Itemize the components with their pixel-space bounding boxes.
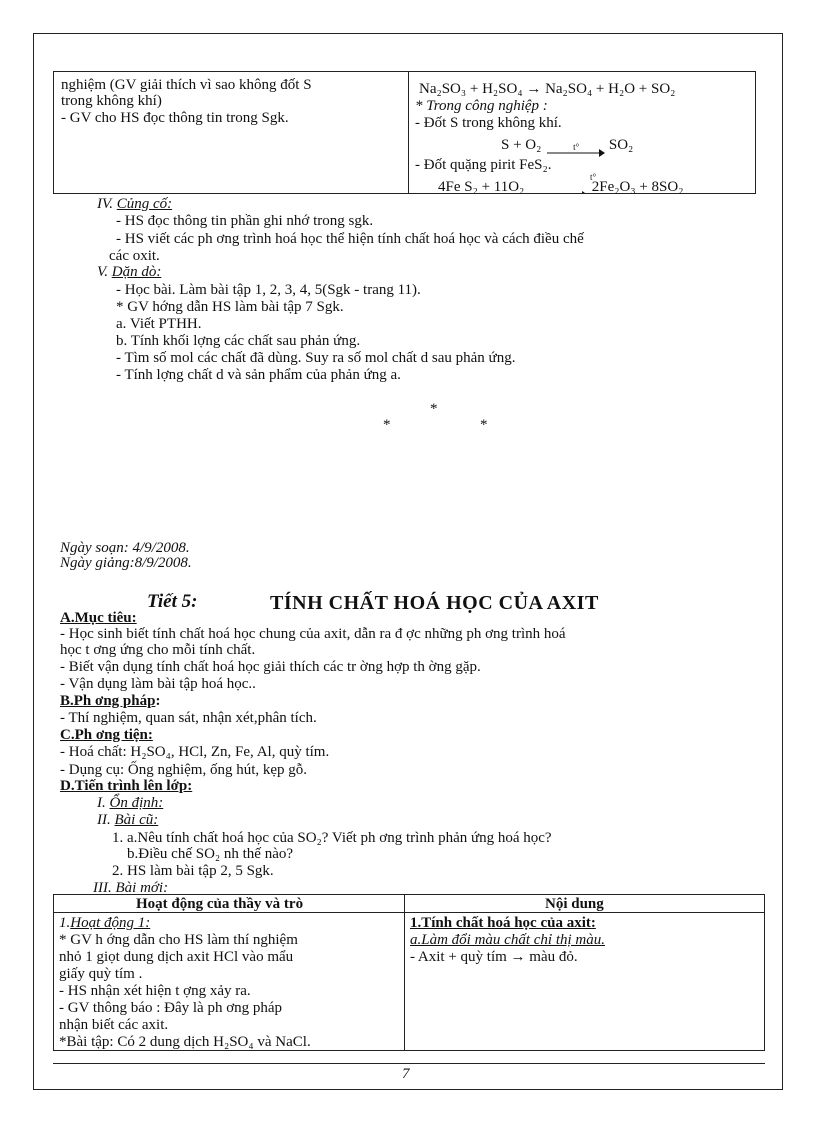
review-heading-number: IV. <box>97 196 113 212</box>
question-1a: 1. a.Nêu tính chất hoá học của SO₂? Viết ph ơng trình phản ứng hoá học? <box>112 830 552 846</box>
lesson-number: Tiết 5: <box>147 591 198 612</box>
heat-label-3: t° <box>590 172 597 182</box>
old-lesson-heading <box>97 813 158 828</box>
section-c-heading: C.Ph ơng tiện: <box>60 727 153 743</box>
activity-line-7: *Bài tập: Có 2 dung dịch H₂SO₄ và NaCl. <box>59 1035 311 1049</box>
stability-number: I. <box>97 795 106 811</box>
review-line-1: - HS đọc thông tin phần ghi nhớ trong sgk. <box>116 213 374 229</box>
activity-line-1: * GV h ớng dẫn cho HS làm thí nghiệm <box>59 932 298 948</box>
homework-line-4: b. Tính khối lợng các chất sau phản ứng. <box>116 333 361 349</box>
col1-header: Hoạt động của thầy và trò <box>136 896 304 912</box>
arrow-icon: → <box>510 949 526 965</box>
new-lesson-label: Bài mới: <box>115 881 169 893</box>
content-subheading: a.Làm đổi màu chất chỉ thị màu. <box>410 932 605 948</box>
activity-1-heading <box>59 916 150 931</box>
section-a-line-1: - Học sinh biết tính chất hoá học chung của axit, dẫn ra đ ợc những ph ơng trình hoá <box>60 626 566 642</box>
activity-1-number: 1. <box>59 915 71 931</box>
activity-line-4: - HS nhận xét hiện t ợng xảy ra. <box>59 983 251 999</box>
equation-1-left: Na₂SO₃ + H₂SO₄ <box>419 81 523 97</box>
homework-heading-label: Dặn dò: <box>111 264 162 280</box>
pyrite-text: - Đốt quặng pirit FeS₂. <box>415 157 552 173</box>
section-c-line-2: - Dụng cụ: Ống nghiệm, ống hút, kẹp gỗ. <box>60 762 308 778</box>
section-a-heading: A.Mục tiêu: <box>60 610 137 626</box>
homework-line-2: * GV hớng dẫn HS làm bài tập 7 Sgk. <box>116 299 344 315</box>
section-b-line-1: - Thí nghiệm, quan sát, nhận xét,phân tích. <box>60 710 317 726</box>
top-table-left-line-2: trong không khí) <box>61 93 162 109</box>
lesson-title: TÍNH CHẤT HOÁ HỌC CỦA AXIT <box>270 592 599 614</box>
content-line-1-right: màu đỏ. <box>529 949 578 965</box>
homework-line-3: a. Viết PTHH. <box>116 316 202 332</box>
old-lesson-label: Bài cũ: <box>114 812 159 828</box>
activity-line-5: - GV thông báo : Đây là ph ơng pháp <box>59 1000 283 1016</box>
burn-sulfur-text: - Đốt S trong không khí. <box>415 115 562 131</box>
activity-table-divider <box>404 894 405 1051</box>
activity-1-label: Hoạt động 1: <box>70 915 151 931</box>
footer-line <box>53 1063 765 1064</box>
heat-label: t° <box>573 142 580 152</box>
new-lesson-number: III. <box>93 881 112 893</box>
activity-table-header-line <box>53 912 765 913</box>
content-line-1-left: - Axit + quỳ tím <box>410 949 507 965</box>
old-lesson-number: II. <box>97 812 111 828</box>
equation-2 <box>501 138 633 153</box>
equation-2-right: SO₂ <box>608 137 634 153</box>
homework-line-6: - Tính lợng chất d và sản phẩm của phản ứng a. <box>116 367 401 383</box>
section-a-line-2: học t ơng ứng cho mỗi tính chất. <box>60 642 256 658</box>
section-a-line-4: - Vận dụng làm bài tập hoá học.. <box>60 676 256 692</box>
homework-heading <box>97 265 161 280</box>
date-prepared: Ngày soạn: 4/9/2008. <box>60 540 190 556</box>
date-taught: Ngày giảng:8/9/2008. <box>60 555 192 571</box>
stability-heading <box>97 796 163 811</box>
review-heading <box>97 197 172 212</box>
question-2: 2. HS làm bài tập 2, 5 Sgk. <box>112 863 274 879</box>
activity-line-2: nhỏ 1 giọt dung dịch axit HCl vào mẩu <box>59 949 294 965</box>
top-table-left-line-3: - GV cho HS đọc thông tin trong Sgk. <box>61 110 289 126</box>
section-b-heading-label: B.Ph ơng pháp <box>60 693 156 709</box>
section-c-line-1: - Hoá chất: H₂SO₄, HCl, Zn, Fe, Al, quỳ tím. <box>60 744 330 760</box>
content-heading: 1.Tính chất hoá học của axit: <box>410 915 596 931</box>
industry-label: * Trong công nghiệp : <box>415 98 548 114</box>
activity-line-6: nhận biết các axit. <box>59 1017 169 1033</box>
section-b-heading <box>60 694 160 709</box>
page-number: 7 <box>402 1066 410 1082</box>
col2-header: Nội dung <box>545 896 604 912</box>
stability-label: Ổn định: <box>109 795 164 811</box>
review-line-2: - HS viết các ph ơng trình hoá học thể hiện tính chất hoá học và cách điều chế <box>116 231 584 247</box>
equation-3-right: 2Fe₂O₃ + 8SO₂ <box>591 180 684 193</box>
equation-2-left: S + O₂ <box>501 137 542 153</box>
content-line-1 <box>410 950 578 965</box>
top-table-left-line-1: nghiệm (GV giải thích vì sao không đốt S <box>61 77 312 93</box>
review-line-3: các oxit. <box>109 248 160 264</box>
star-top: * <box>430 401 438 417</box>
top-table-divider <box>408 71 409 194</box>
section-a-line-3: - Biết vận dụng tính chất hoá học giải thích các tr ờng hợp th ờng gặp. <box>60 659 481 675</box>
section-b-heading-colon: : <box>155 693 161 709</box>
new-lesson-heading <box>93 881 168 893</box>
review-heading-label: Củng cố: <box>116 196 173 212</box>
homework-line-1: - Học bài. Làm bài tập 1, 2, 3, 4, 5(Sgk - trang 11). <box>116 282 421 298</box>
activity-line-3: giấy quỳ tím . <box>59 966 143 982</box>
equation-1 <box>419 82 675 97</box>
homework-line-5: - Tìm số mol các chất đã dùng. Suy ra số mol chất d sau phản ứng. <box>116 350 516 366</box>
question-1b: b.Điều chế SO₂ nh thế nào? <box>127 846 294 862</box>
homework-heading-number: V. <box>97 264 108 280</box>
section-d-heading: D.Tiến trình lên lớp: <box>60 778 193 794</box>
equation-3 <box>438 180 683 193</box>
equation-1-right: Na₂SO₄ + H₂O + SO₂ <box>545 81 676 97</box>
arrow-icon: → <box>526 81 542 97</box>
star-left: * <box>383 417 391 433</box>
star-right: * <box>480 417 488 433</box>
equation-3-left: 4Fe S₂ + 11O₂ <box>438 180 525 193</box>
